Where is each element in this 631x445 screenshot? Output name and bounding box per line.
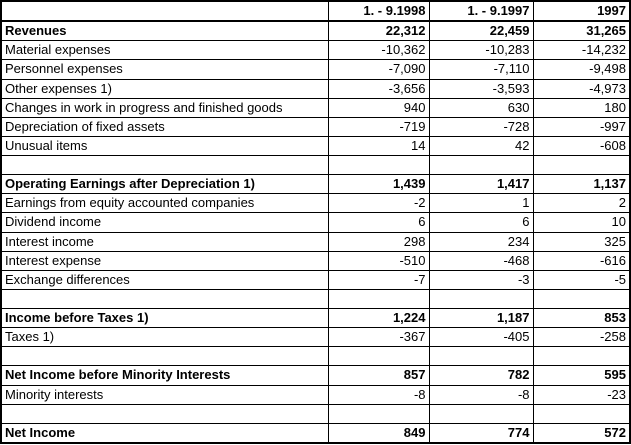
row-label [1, 347, 328, 366]
cell-value: 1,439 [328, 175, 429, 194]
row-label: Operating Earnings after Depreciation 1) [1, 175, 328, 194]
cell-value: 572 [533, 423, 630, 443]
cell-value: 298 [328, 232, 429, 251]
row-label: Interest income [1, 232, 328, 251]
cell-value [328, 404, 429, 423]
table-row [1, 41, 630, 60]
row-label: Income before Taxes 1) [1, 309, 328, 328]
cell-value: -10,362 [328, 41, 429, 60]
cell-value: -468 [429, 251, 533, 270]
cell-value: 14 [328, 136, 429, 155]
cell-value [328, 289, 429, 308]
cell-value [429, 289, 533, 308]
header-cell-empty [1, 1, 328, 21]
cell-value: -5 [533, 270, 630, 289]
cell-value: 630 [429, 98, 533, 117]
row-label: Dividend income [1, 213, 328, 232]
table-row [1, 194, 630, 213]
header-cell-period-1998: 1. - 9.1998 [328, 1, 429, 21]
cell-value: 2 [533, 194, 630, 213]
row-label: Net Income [1, 423, 328, 443]
cell-value [533, 347, 630, 366]
cell-value: 22,459 [429, 21, 533, 41]
cell-value: -8 [429, 385, 533, 404]
table-row [1, 309, 630, 328]
cell-value: 1,137 [533, 175, 630, 194]
cell-value [533, 289, 630, 308]
cell-value: -7,110 [429, 60, 533, 79]
row-label: Revenues [1, 21, 328, 41]
cell-value: 1 [429, 194, 533, 213]
table-row [1, 117, 630, 136]
table-row [1, 213, 630, 232]
spacer-row [1, 289, 630, 308]
cell-value [429, 404, 533, 423]
header-cell-year-1997: 1997 [533, 1, 630, 21]
cell-value: 234 [429, 232, 533, 251]
row-label: Net Income before Minority Interests [1, 366, 328, 385]
cell-value: 1,187 [429, 309, 533, 328]
table-row [1, 136, 630, 155]
cell-value [429, 156, 533, 175]
table-row [1, 175, 630, 194]
table-row [1, 98, 630, 117]
cell-value: -7,090 [328, 60, 429, 79]
cell-value: 782 [429, 366, 533, 385]
cell-value: -3,593 [429, 79, 533, 98]
cell-value: -14,232 [533, 41, 630, 60]
cell-value: -23 [533, 385, 630, 404]
cell-value [328, 347, 429, 366]
cell-value: -258 [533, 328, 630, 347]
row-label: Interest expense [1, 251, 328, 270]
table-header-row [1, 1, 630, 21]
cell-value: -719 [328, 117, 429, 136]
cell-value: 857 [328, 366, 429, 385]
cell-value: 1,224 [328, 309, 429, 328]
cell-value: 6 [429, 213, 533, 232]
cell-value: -8 [328, 385, 429, 404]
cell-value: -510 [328, 251, 429, 270]
row-label: Changes in work in progress and finished goods [1, 98, 328, 117]
table-row [1, 366, 630, 385]
cell-value: 853 [533, 309, 630, 328]
header-cell-period-1997: 1. - 9.1997 [429, 1, 533, 21]
cell-value: -3 [429, 270, 533, 289]
cell-value: -608 [533, 136, 630, 155]
row-label: Exchange differences [1, 270, 328, 289]
row-label: Earnings from equity accounted companies [1, 194, 328, 213]
spacer-row [1, 347, 630, 366]
row-label: Personnel expenses [1, 60, 328, 79]
cell-value: 10 [533, 213, 630, 232]
row-label: Taxes 1) [1, 328, 328, 347]
cell-value: 31,265 [533, 21, 630, 41]
row-label: Material expenses [1, 41, 328, 60]
cell-value: 595 [533, 366, 630, 385]
table-row [1, 79, 630, 98]
spacer-row [1, 156, 630, 175]
row-label: Minority interests [1, 385, 328, 404]
cell-value: 774 [429, 423, 533, 443]
row-label: Unusual items [1, 136, 328, 155]
cell-value: 6 [328, 213, 429, 232]
table-row [1, 423, 630, 443]
cell-value: 940 [328, 98, 429, 117]
cell-value: 22,312 [328, 21, 429, 41]
row-label [1, 156, 328, 175]
cell-value: -405 [429, 328, 533, 347]
cell-value: 180 [533, 98, 630, 117]
cell-value [328, 156, 429, 175]
cell-value: -367 [328, 328, 429, 347]
cell-value: 325 [533, 232, 630, 251]
table-row [1, 251, 630, 270]
cell-value: -9,498 [533, 60, 630, 79]
cell-value: -616 [533, 251, 630, 270]
table-row [1, 270, 630, 289]
cell-value: -2 [328, 194, 429, 213]
cell-value [533, 404, 630, 423]
cell-value: 849 [328, 423, 429, 443]
spacer-row [1, 404, 630, 423]
row-label: Depreciation of fixed assets [1, 117, 328, 136]
cell-value: 1,417 [429, 175, 533, 194]
row-label [1, 404, 328, 423]
row-label [1, 289, 328, 308]
row-label: Other expenses 1) [1, 79, 328, 98]
cell-value: -3,656 [328, 79, 429, 98]
cell-value: -7 [328, 270, 429, 289]
cell-value: -4,973 [533, 79, 630, 98]
cell-value [429, 347, 533, 366]
cell-value: 42 [429, 136, 533, 155]
table-row [1, 385, 630, 404]
table-row [1, 328, 630, 347]
table-row [1, 232, 630, 251]
table-row [1, 21, 630, 41]
table-row [1, 60, 630, 79]
cell-value: -997 [533, 117, 630, 136]
cell-value: -10,283 [429, 41, 533, 60]
cell-value [533, 156, 630, 175]
cell-value: -728 [429, 117, 533, 136]
